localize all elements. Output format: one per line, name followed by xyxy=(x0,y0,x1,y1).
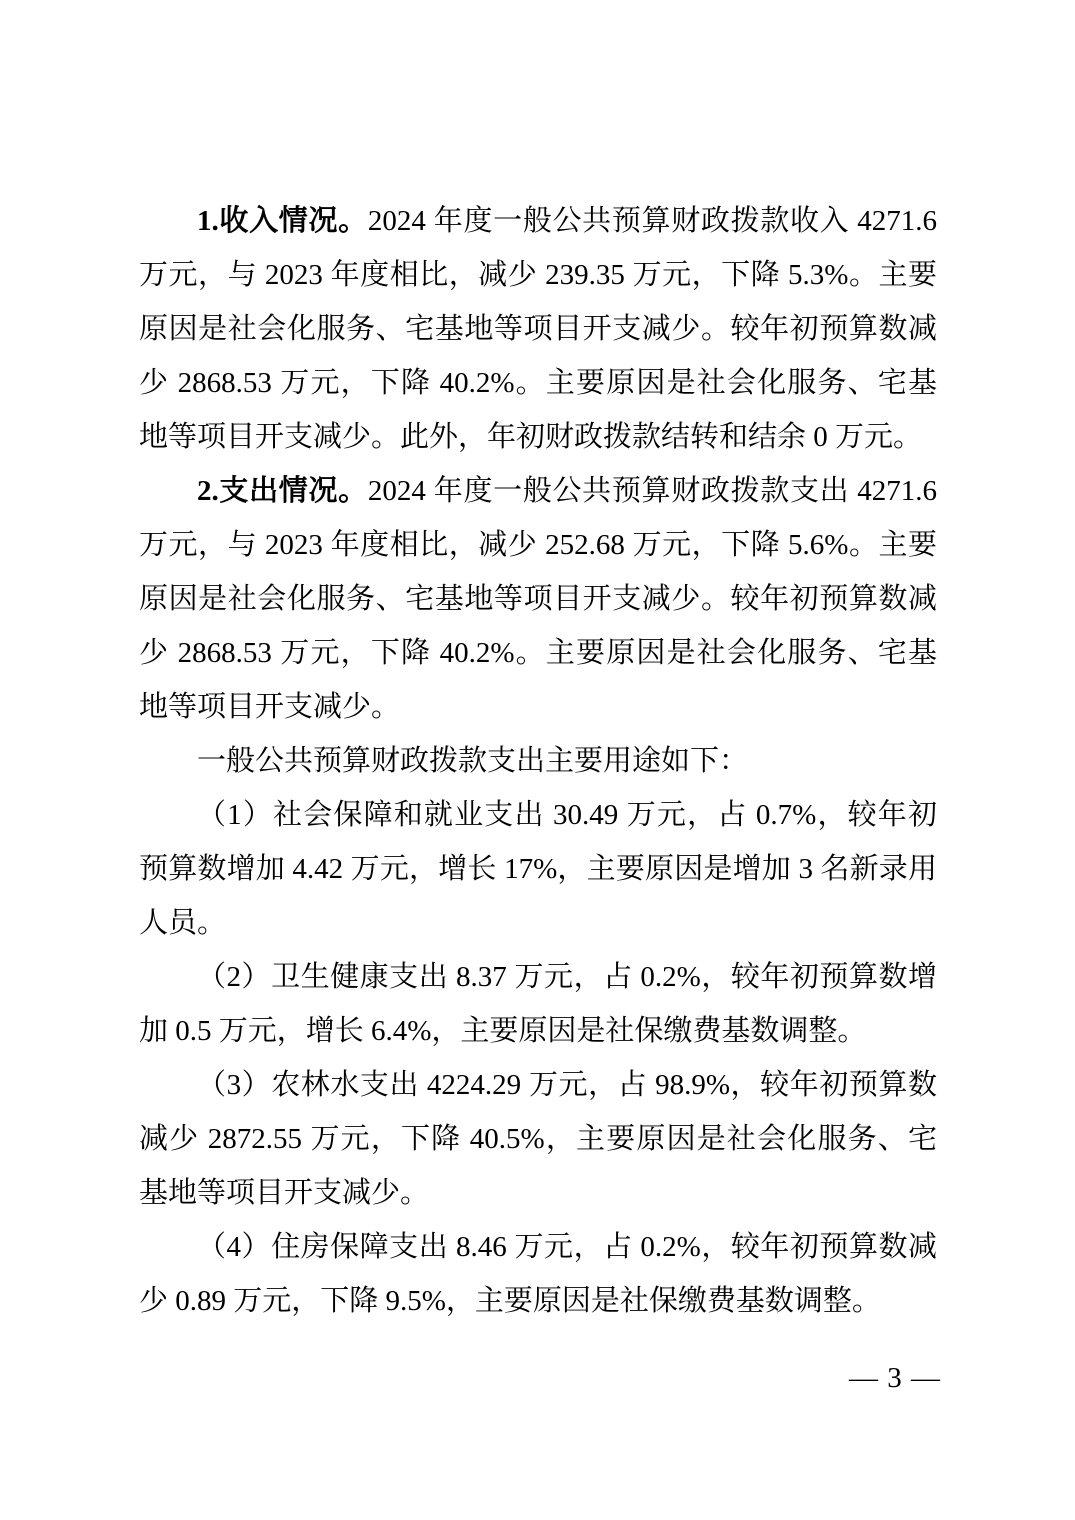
item-housing-text: （4）住房保障支出 8.46 万元，占 0.2%，较年初预算数减少 0.89 万元，下降 9.5%，主要原因是社保缴费基数调整。 xyxy=(139,1231,937,1317)
item-social-security-text: （1）社会保障和就业支出 30.49 万元，占 0.7%，较年初预算数增加 4.42 万元，增长 17%，主要原因是增加 3 名新录用人员。 xyxy=(139,799,937,939)
item-health-text: （2）卫生健康支出 8.37 万元，占 0.2%，较年初预算数增加 0.5 万元，增长 6.4%，主要原因是社保缴费基数调整。 xyxy=(139,961,937,1047)
paragraph-item-social-security xyxy=(139,788,937,950)
expenditure-text: 2024 年度一般公共预算财政拨款支出 4271.6 万元，与 2023 年度相比，减少 252.68 万元，下降 5.6%。主要原因是社会化服务、宅基地等项目开支减少。较年初预算数减少 2868.53 万元，下降 40.2%。主要原因是社会化服务、宅基地等项目开支减少。 xyxy=(139,475,937,723)
usage-intro-text: 一般公共预算财政拨款支出主要用途如下： xyxy=(197,745,749,777)
paragraph-usage-intro xyxy=(139,734,937,788)
document-body xyxy=(139,194,937,1328)
page-footer xyxy=(849,1358,941,1398)
paragraph-item-housing xyxy=(139,1220,937,1328)
expenditure-heading: 2.支出情况。 xyxy=(197,475,368,507)
income-heading: 1.收入情况。 xyxy=(197,205,368,237)
income-text: 2024 年度一般公共预算财政拨款收入 4271.6 万元，与 2023 年度相比，减少 239.35 万元，下降 5.3%。主要原因是社会化服务、宅基地等项目开支减少。较年初预算数减少 2868.53 万元，下降 40.2%。主要原因是社会化服务、宅基地等项目开支减少。此外，年初财政拨款结转和结余 0 万元。 xyxy=(139,205,937,453)
paragraph-expenditure-overview xyxy=(139,464,937,734)
paragraph-item-health xyxy=(139,950,937,1058)
paragraph-income-overview xyxy=(139,194,937,464)
page-number: — 3 — xyxy=(849,1362,941,1394)
paragraph-item-agriculture xyxy=(139,1058,937,1220)
item-agriculture-text: （3）农林水支出 4224.29 万元，占 98.9%，较年初预算数减少 2872.55 万元，下降 40.5%，主要原因是社会化服务、宅基地等项目开支减少。 xyxy=(139,1069,937,1209)
